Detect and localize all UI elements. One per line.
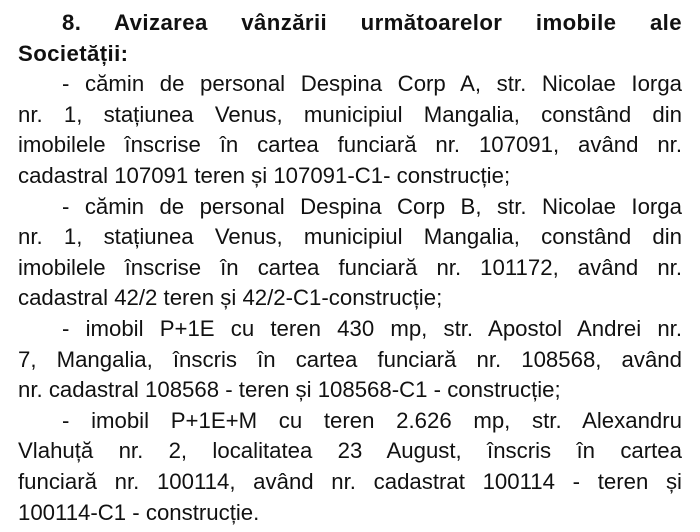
property-item-3-line-2: 7, Mangalia, înscris în cartea funciară nr. 108568, având <box>18 346 682 372</box>
property-item-2-line-1: - cămin de personal Despina Corp B, str. Nicolae Iorga <box>62 193 682 219</box>
property-item-2-line-3: imobilele înscrise în cartea funciară nr. 101172, având nr. <box>18 254 682 280</box>
property-item-1-line-2: nr. 1, stațiunea Venus, municipiul Mangalia, constând din <box>18 101 682 127</box>
property-item-4 <box>18 406 682 528</box>
property-item-1 <box>18 69 682 191</box>
property-item-4-line-2: Vlahuță nr. 2, localitatea 23 August, înscris în cartea <box>18 438 682 464</box>
property-item-1-line-3: imobilele înscrise în cartea funciară nr. 107091, având nr. <box>18 132 682 158</box>
section-heading-line-1: 8. Avizarea vânzării următoarelor imobile ale <box>62 10 682 35</box>
property-item-3 <box>18 314 682 406</box>
property-item-2-line-2: nr. 1, stațiunea Venus, municipiul Mangalia, constând din <box>18 224 682 250</box>
property-item-1-line-4: cadastral 107091 teren și 107091-C1- construcție; <box>18 162 511 188</box>
property-item-4-line-3: funciară nr. 100114, având nr. cadastrat 100114 - teren și <box>18 468 682 494</box>
property-item-1-line-1: - cămin de personal Despina Corp A, str. Nicolae Iorga <box>62 71 682 97</box>
property-item-2-line-4: cadastral 42/2 teren și 42/2-C1-construcție; <box>18 285 443 311</box>
property-item-3-line-3: nr. cadastral 108568 - teren și 108568-C1 - construcție; <box>18 377 561 403</box>
property-item-3-line-1: - imobil P+1E cu teren 430 mp, str. Apostol Andrei nr. <box>62 315 682 341</box>
property-item-4-line-1: - imobil P+1E+M cu teren 2.626 mp, str. Alexandru <box>62 407 682 433</box>
property-item-4-line-4: 100114-C1 - construcție. <box>18 499 260 525</box>
document-body <box>18 8 682 528</box>
section-heading-line-2: Societății: <box>18 40 129 66</box>
property-item-2 <box>18 192 682 314</box>
